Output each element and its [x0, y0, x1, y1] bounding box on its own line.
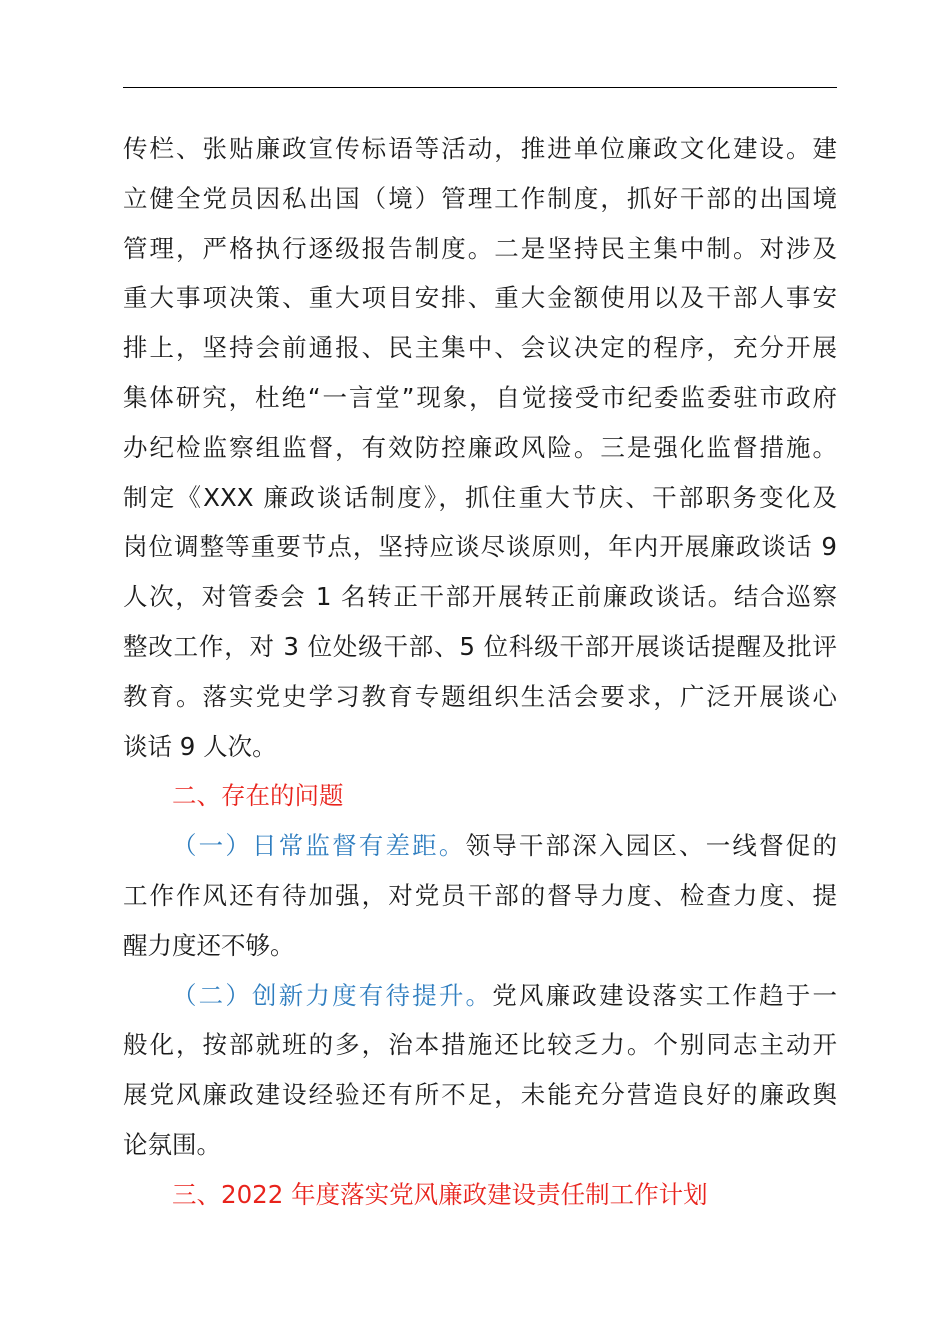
body-line: 人次，对管委会 1 名转正干部开展转正前廉政谈话。结合巡察 — [123, 582, 837, 612]
section-heading-plan: 三、2022 年度落实党风廉政建设责任制工作计划 — [172, 1179, 708, 1209]
body-line: 工作作风还有待加强，对党员干部的督导力度、检查力度、提 — [123, 880, 837, 910]
body-line: 办纪检监察组监督，有效防控廉政风险。三是强化监督措施。 — [123, 432, 837, 462]
body-line: 整改工作，对 3 位处级干部、5 位科级干部开展谈话提醒及批评 — [123, 631, 837, 661]
body-line: 论氛围。 — [123, 1129, 221, 1159]
header-rule — [123, 87, 837, 88]
section-heading-problems: 二、存在的问题 — [172, 781, 344, 811]
item2-text: 党风廉政建设落实工作趋于一 — [492, 980, 837, 1010]
document-body — [123, 124, 837, 1220]
body-line: 展党风廉政建设经验还有所不足，未能充分营造良好的廉政舆 — [123, 1080, 837, 1110]
body-line: 管理，严格执行逐级报告制度。二是坚持民主集中制。对涉及 — [123, 233, 837, 263]
body-line: 传栏、张贴廉政宣传标语等活动，推进单位廉政文化建设。建 — [123, 134, 837, 163]
body-line: 教育。落实党史学习教育专题组织生活会要求，广泛开展谈心 — [123, 681, 837, 711]
body-line: 重大事项决策、重大项目安排、重大金额使用以及干部人事安 — [123, 283, 837, 313]
body-line: 般化，按部就班的多，治本措施还比较乏力。个别同志主动开 — [123, 1030, 837, 1060]
item2-title: （二）创新力度有待提升。 — [172, 980, 493, 1010]
body-line: 醒力度还不够。 — [123, 930, 295, 960]
body-line: 制定《XXX 廉政谈话制度》，抓住重大节庆、干部职务变化及 — [123, 482, 837, 512]
body-line: 立健全党员因私出国（境）管理工作制度，抓好干部的出国境 — [123, 183, 837, 213]
item2-first-line — [123, 971, 837, 1021]
body-line: 岗位调整等重要节点，坚持应谈尽谈原则，年内开展廉政谈话 9 — [123, 532, 837, 562]
body-line: 排上，坚持会前通报、民主集中、会议决定的程序，充分开展 — [123, 333, 837, 363]
item1-title: （一）日常监督有差距。 — [172, 831, 466, 861]
item1-text: 领导干部深入园区、一线督促的 — [465, 831, 837, 861]
body-line: 集体研究，杜绝“一言堂”现象，自觉接受市纪委监委驻市政府 — [123, 382, 837, 412]
body-line: 谈话 9 人次。 — [123, 731, 277, 761]
item1-first-line — [123, 821, 837, 871]
